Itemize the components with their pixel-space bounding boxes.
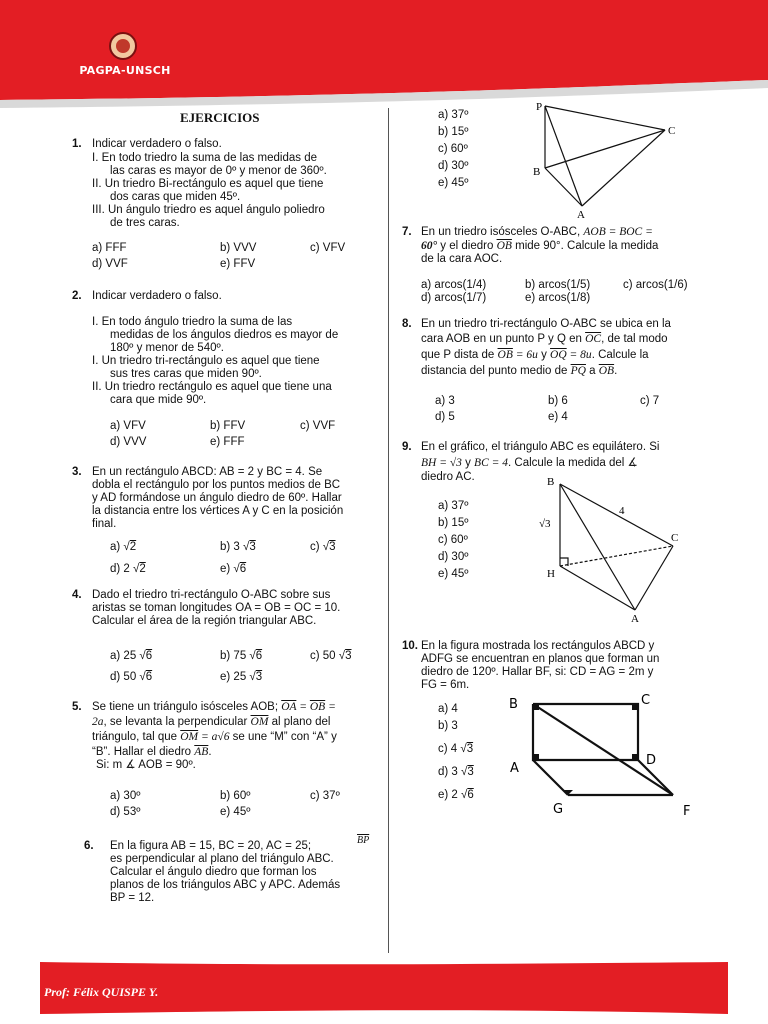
label-d: D <box>646 753 657 768</box>
problem-number: 5. <box>72 701 82 713</box>
option-a: a) 4 <box>438 703 458 715</box>
option-c: c) 60º <box>438 143 468 155</box>
option-a: a) 37º <box>438 500 469 512</box>
text-line: En el gráfico, el triángulo ABC es equilátero. Si <box>421 441 660 453</box>
option-c: c) 60º <box>438 534 468 546</box>
statement-line: las caras es mayor de 0º y menor de 360º. <box>110 165 327 177</box>
option-d: d) 30º <box>438 160 469 172</box>
option-a: a) 37º <box>438 109 469 121</box>
label-a: A <box>577 209 585 220</box>
option-b: b) 3 <box>438 720 458 732</box>
statement-line: I. En todo ángulo triedro la suma de las <box>92 316 293 328</box>
statement-line: I. En todo triedro la suma de las medidas de <box>92 152 318 164</box>
option-d: d) 50 √6 <box>110 671 153 683</box>
option-a: a) 30º <box>110 790 141 802</box>
text-line: 2a, se levanta la perpendicular $\overline{OM}$ al plano del <box>92 716 331 728</box>
option-a: a) VFV <box>110 420 146 432</box>
column-divider <box>388 108 389 953</box>
problem-number: 9. <box>402 441 412 453</box>
page-title: EJERCICIOS <box>180 110 260 125</box>
text-line: es perpendicular al plano del triángulo ABC. <box>110 853 334 865</box>
problem-number: 2. <box>72 290 82 302</box>
label-h: H <box>547 568 555 580</box>
option-d: d) 3 √3 <box>438 766 474 778</box>
text-line: Se tiene un triángulo isósceles AOB; $\overline{OA} = \overline{OB}$ = <box>92 701 336 713</box>
option-d: d) VVF <box>92 258 128 270</box>
label-c: C <box>671 532 679 544</box>
option-a: a) √2 <box>110 541 137 553</box>
option-c: c) arcos(1/6) <box>623 279 688 291</box>
problem-stem: Indicar verdadero o falso. <box>92 138 222 150</box>
text-line: En la figura mostrada los rectángulos ABCD y <box>421 640 655 652</box>
option-c: c) VVF <box>300 420 336 432</box>
option-d: d) 53º <box>110 806 141 818</box>
label-f: F <box>683 804 691 819</box>
problem-number: 8. <box>402 318 412 330</box>
text-line: triángulo, tal que $\overline{OM} = a√6$ se une “M” con “A” y <box>92 731 337 743</box>
figure-problem-9 <box>535 474 685 624</box>
option-b: b) 60º <box>220 790 251 802</box>
text-line: En la figura AB = 15, BC = 20, AC = 25; <box>110 840 312 852</box>
option-c: c) VFV <box>310 242 346 254</box>
option-e: e) FFF <box>210 436 245 448</box>
text-line: aristas se toman longitudes OA = OB = OC = 10. <box>92 602 341 614</box>
label-c: C <box>641 693 651 708</box>
option-b: b) 15º <box>438 517 469 529</box>
option-b: b) 3 √3 <box>220 541 256 553</box>
label-c: C <box>668 125 676 137</box>
option-a: a) 3 <box>435 395 455 407</box>
text-line: distancia del punto medio de $\overline{PQ}$ a $\overline{OB}$. <box>421 365 618 377</box>
option-a: a) arcos(1/4) <box>421 279 487 291</box>
option-b: b) 75 √6 <box>220 650 263 662</box>
label-g: G <box>553 802 564 817</box>
logo-text: PAGPA-UNSCH <box>79 64 171 77</box>
text-line: BH = √3 y BC = 4. Calcule la medida del ∡ <box>421 457 638 469</box>
text-line: y AD formándose un ángulo diedro de 60º. Hallar <box>92 492 342 504</box>
text-line: En un triedro isósceles O-ABC, AOB = BOC = <box>421 226 653 238</box>
problem-number: 7. <box>402 226 412 238</box>
figure-problem-10 <box>505 692 705 822</box>
text-line: FG = 6m. <box>421 679 470 691</box>
option-d: d) 5 <box>435 411 455 423</box>
label-b: B <box>533 166 541 178</box>
text-line: En un rectángulo ABCD: AB = 2 y BC = 4. Se <box>92 466 323 478</box>
label-a: A <box>510 761 519 776</box>
text-line: final. <box>92 518 117 530</box>
option-e: e) 4 <box>548 411 568 423</box>
label-b: B <box>509 697 518 712</box>
option-c: c) 4 √3 <box>438 743 474 755</box>
footer-author: Prof: Félix QUISPE Y. <box>44 985 159 999</box>
label-p: P <box>536 101 543 113</box>
statement-line: dos caras que miden 45º. <box>110 191 241 203</box>
option-e: e) 45º <box>438 568 469 580</box>
label-a: A <box>631 613 639 624</box>
statement-line: medidas de los ángulos diedros es mayor de <box>110 329 339 341</box>
problem-number: 1. <box>72 138 82 150</box>
text-line: que P dista de $\overline{OB} = 6u$ y $\overline{OQ} = 8u$. Calcule la <box>421 349 649 361</box>
option-c: c) 37º <box>310 790 340 802</box>
statement-line: cara que mide 90º. <box>110 394 207 406</box>
option-d: d) 2 √2 <box>110 563 146 575</box>
problem-stem: Indicar verdadero o falso. <box>92 290 222 302</box>
option-b: b) VVV <box>220 242 257 254</box>
text-line: ADFG se encuentran en planos que forman un <box>421 653 660 665</box>
option-b: b) arcos(1/5) <box>525 279 591 291</box>
option-d: d) 30º <box>438 551 469 563</box>
text-line: cara AOB en un punto P y Q en $\overline{OC}$, de tal modo <box>421 333 668 345</box>
statement-line: de tres caras. <box>110 217 180 229</box>
label-b: B <box>547 476 555 488</box>
segment-bp: $\overline{BP}$ <box>357 835 370 846</box>
option-c: c) 7 <box>640 395 660 407</box>
option-e: e) FFV <box>220 258 256 270</box>
text-line: la distancia entre los vértices A y C en la posición <box>92 505 344 517</box>
problem-number: 6. <box>84 840 94 852</box>
statement-line: sus tres caras que miden 90º. <box>110 368 262 380</box>
text-line: Dado el triedro tri-rectángulo O-ABC sobre sus <box>92 589 331 601</box>
option-a: a) FFF <box>92 242 127 254</box>
problem-number: 10. <box>402 640 418 652</box>
label-side-4: 4 <box>619 505 625 517</box>
text-line: diedro de 120º. Hallar BF, si: CD = AG = 2m y <box>421 666 654 678</box>
statement-line: III. Un ángulo triedro es aquel ángulo poliedro <box>92 204 325 216</box>
statement-line: II. Un triedro Bi-rectángulo es aquel que tiene <box>92 178 324 190</box>
option-b: b) FFV <box>210 420 246 432</box>
option-e: e) 45º <box>220 806 251 818</box>
option-d: d) VVV <box>110 436 147 448</box>
text-line: Calcular el área de la región triangular ABC. <box>92 615 317 627</box>
option-c: c) 50 √3 <box>310 650 352 662</box>
statement-line: II. Un triedro rectángulo es aquel que tiene una <box>92 381 332 393</box>
option-e: e) 2 √6 <box>438 789 474 801</box>
text-line: 60° y el diedro $\overline{OB}$ mide 90°. Calcule la medida <box>421 240 659 252</box>
text-line: de la cara AOC. <box>421 253 503 265</box>
option-b: b) 6 <box>548 395 568 407</box>
text-line: BP = 12. <box>110 892 155 904</box>
option-c: c) √3 <box>310 541 336 553</box>
option-d: d) arcos(1/7) <box>421 292 487 304</box>
statement-line: 180º y menor de 540º. <box>110 342 224 354</box>
problem-number: 3. <box>72 466 82 478</box>
problem-number: 4. <box>72 589 82 601</box>
text-line: En un triedro tri-rectángulo O-ABC se ubica en la <box>421 318 671 330</box>
statement-line: I. Un triedro tri-rectángulo es aquel que tiene <box>92 355 320 367</box>
option-e: e) 45º <box>438 177 469 189</box>
option-e: e) √6 <box>220 563 247 575</box>
option-e: e) 25 √3 <box>220 671 263 683</box>
option-e: e) arcos(1/8) <box>525 292 591 304</box>
figure-problem-6 <box>530 98 690 220</box>
text-line: planos de los triángulos ABC y APC. Además <box>110 879 341 891</box>
text-line: dobla el rectángulo por los puntos medios de BC <box>92 479 341 491</box>
label-sqrt3: √3 <box>539 518 551 530</box>
option-a: a) 25 √6 <box>110 650 153 662</box>
text-line: Si: m ∡ AOB = 90º. <box>96 759 196 771</box>
text-line: “B”. Hallar el diedro $\overline{AB}$. <box>92 746 212 758</box>
text-line: Calcular el ángulo diedro que forman los <box>110 866 317 878</box>
option-b: b) 15º <box>438 126 469 138</box>
text-line: diedro AC. <box>421 471 475 483</box>
